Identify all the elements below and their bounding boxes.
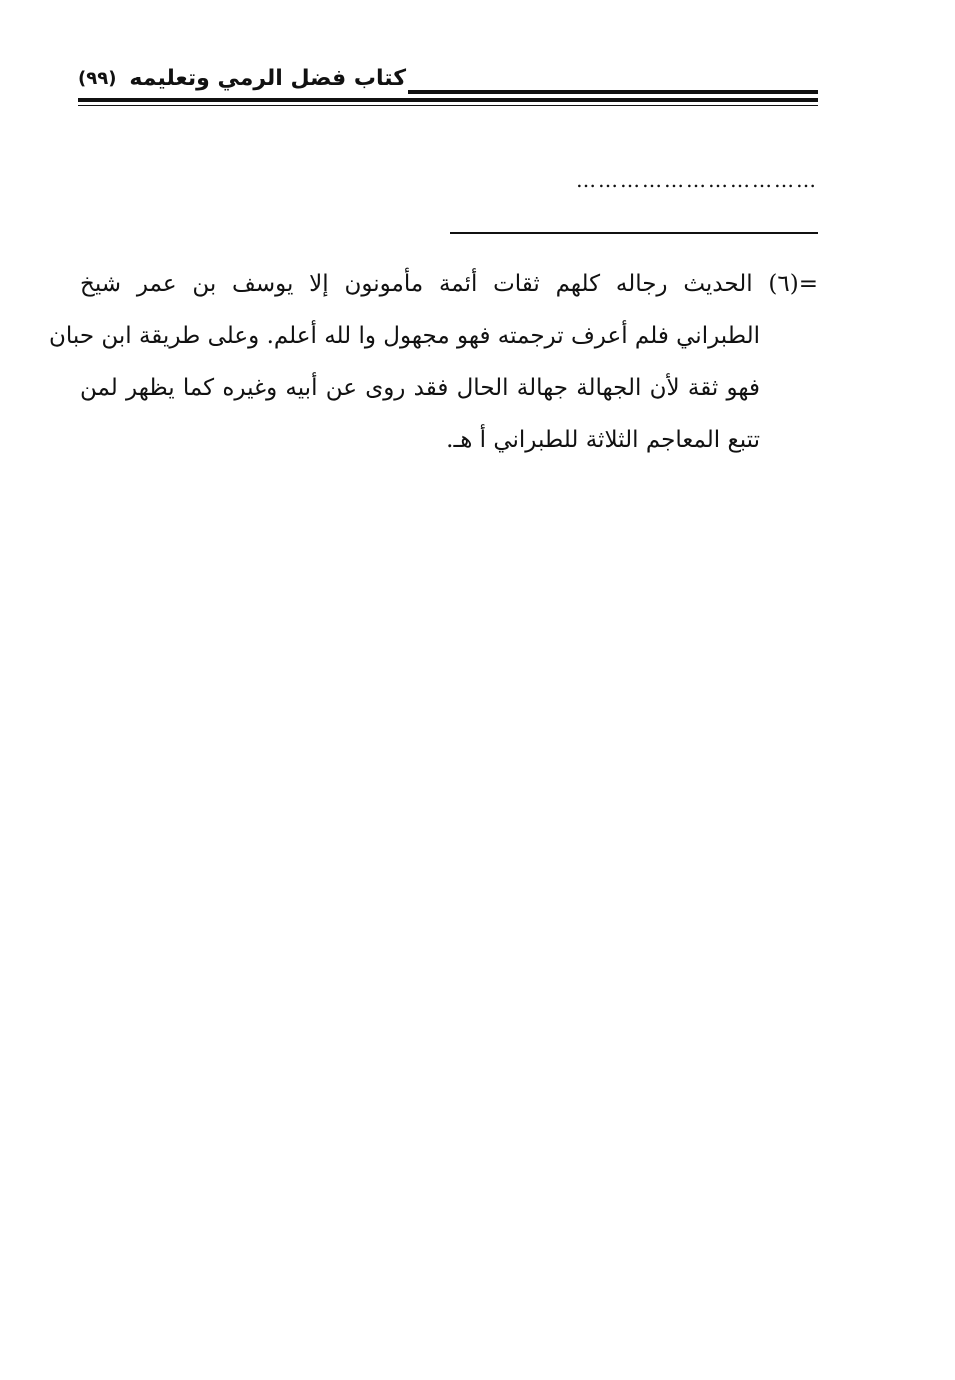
book-title: كتاب فضل الرمي وتعليمه bbox=[129, 66, 406, 91]
footnote-line: فهو ثقة لأن الجهالة جهالة الحال فقد روى عن أبيه وغيره كما يظهر لمن bbox=[80, 375, 760, 401]
footnote bbox=[48, 262, 818, 470]
footnote-line: تتبع المعاجم الثلاثة للطبراني أ هـ. bbox=[446, 427, 760, 453]
running-header bbox=[78, 62, 818, 102]
page-number: (٩٩) bbox=[78, 68, 117, 89]
omission-dots: …………………………… bbox=[576, 168, 818, 192]
footnote-line: الطبراني فلم أعرف ترجمته فهو مجهول وا لله أعلم. وعلى طريقة ابن حبان bbox=[48, 323, 760, 349]
header-rule-thick bbox=[78, 98, 818, 102]
footnote-line: =(٦) الحديث رجاله كلهم ثقات أئمة مأمونون إلا يوسف بن عمر شيخ bbox=[80, 271, 818, 297]
header-rule-thin bbox=[78, 105, 818, 106]
footnote-separator bbox=[450, 232, 818, 234]
header-rule-lead bbox=[408, 90, 818, 94]
